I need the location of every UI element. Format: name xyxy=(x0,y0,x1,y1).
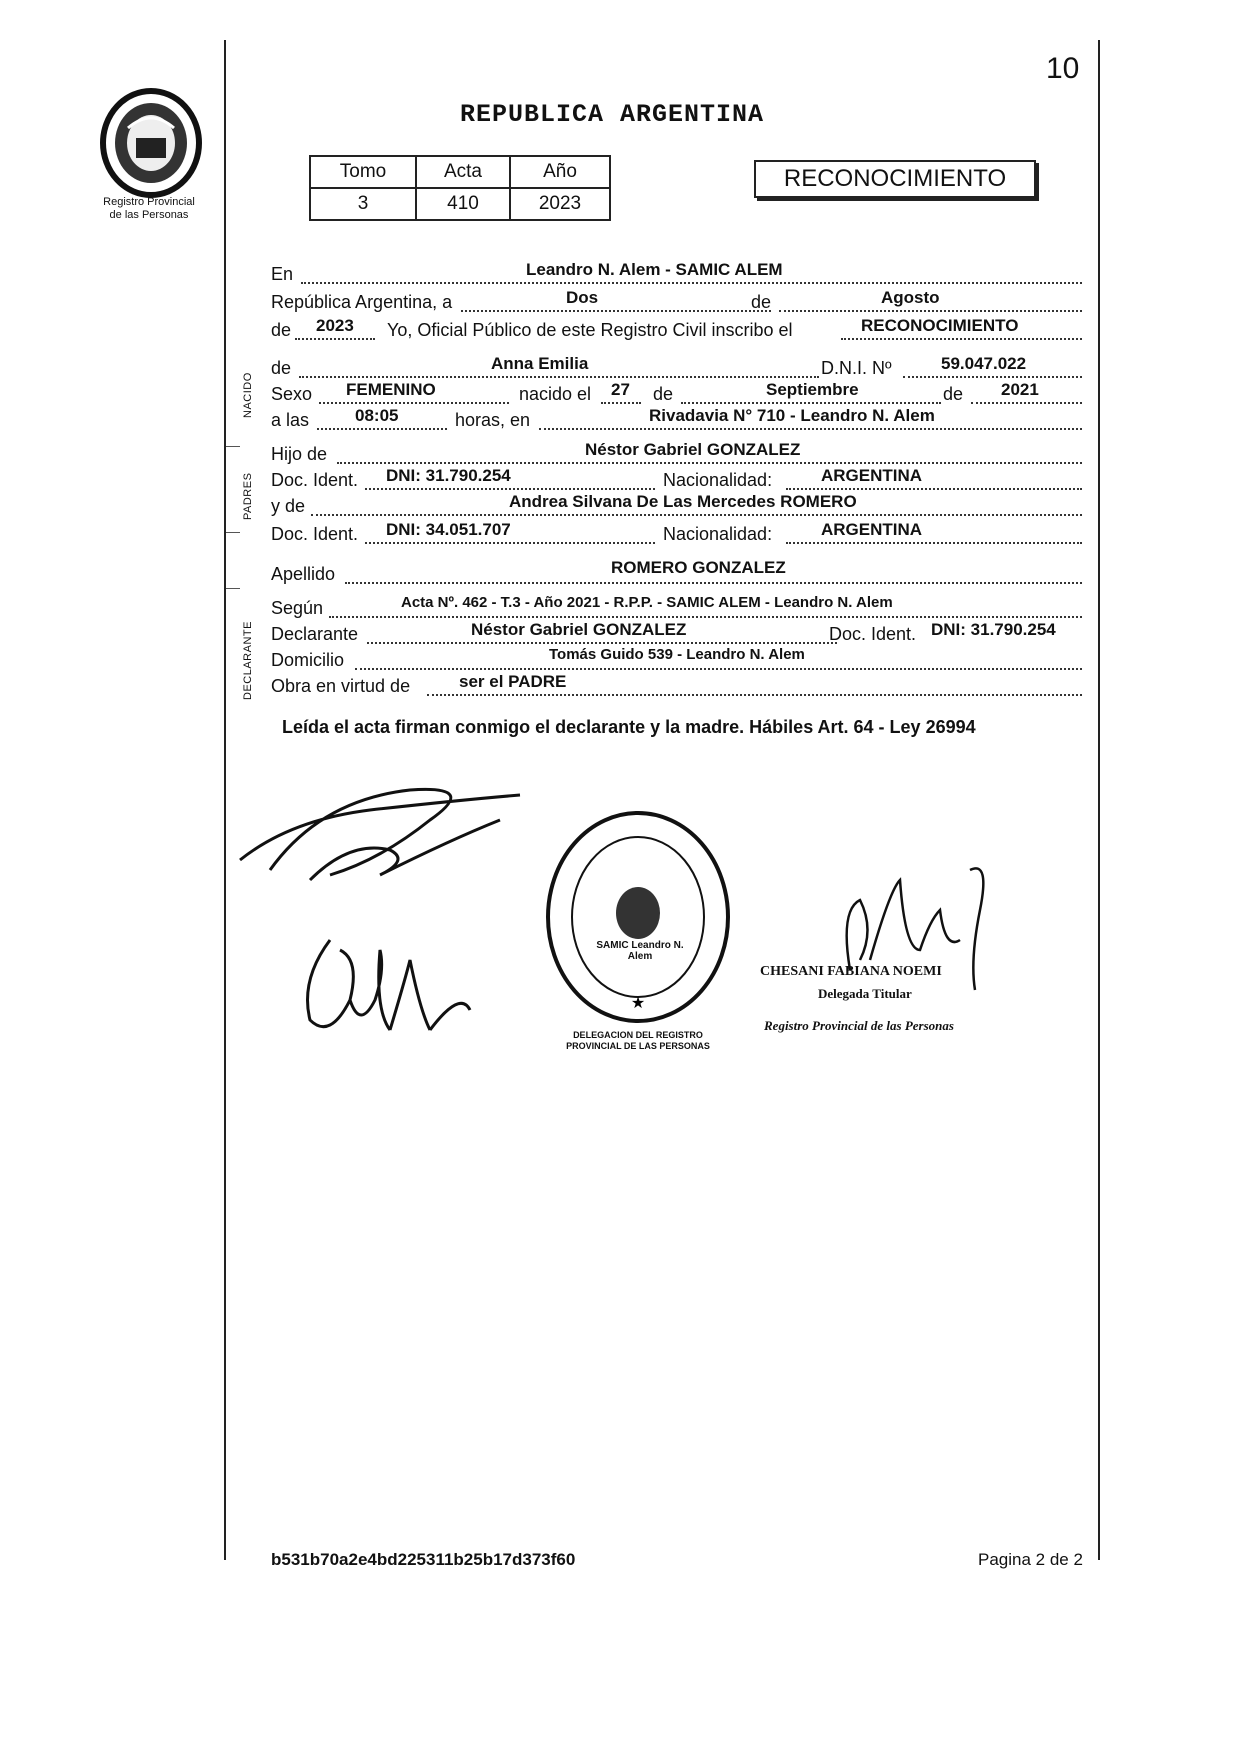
birth-year: 2021 xyxy=(1001,380,1039,399)
dni-value: 59.047.022 xyxy=(941,354,1027,373)
section-divider xyxy=(226,532,240,533)
apellido-value: ROMERO GONZALEZ xyxy=(611,558,786,577)
padre-nac: ARGENTINA xyxy=(821,466,923,485)
row-declarante xyxy=(271,620,1082,646)
month-value: Agosto xyxy=(881,288,940,307)
birth-day: 27 xyxy=(611,380,630,399)
logo-caption: Registro Provincial de las Personas xyxy=(103,196,195,221)
registry-logo xyxy=(98,88,204,198)
segun-label: Según xyxy=(271,598,324,618)
row-madre-doc xyxy=(271,520,1082,546)
row-sexo xyxy=(271,380,1082,406)
doc-ident-label: Doc. Ident. xyxy=(271,524,359,544)
signature-madre xyxy=(290,920,490,1050)
de-label: de xyxy=(751,292,772,312)
obra-value: ser el PADRE xyxy=(459,672,567,691)
birth-time: 08:05 xyxy=(355,406,399,425)
declarante-label: Declarante xyxy=(271,624,359,644)
declarante-doc: DNI: 31.790.254 xyxy=(931,620,1056,639)
acta-header: Acta xyxy=(416,156,510,188)
tomo-value: 3 xyxy=(310,188,416,220)
nombre-value: Anna Emilia xyxy=(491,354,589,373)
inscribe-value: RECONOCIMIENTO xyxy=(861,316,1019,335)
right-margin-line xyxy=(1098,40,1100,1560)
sexo-value: FEMENINO xyxy=(346,380,436,399)
segun-value: Acta Nº. 462 - T.3 - Año 2021 - R.P.P. - SAMIC ALEM - Leandro N. Alem xyxy=(401,594,893,611)
official-role: Delegada Titular xyxy=(818,986,912,1001)
horas-label: horas, en xyxy=(455,410,531,430)
en-label: En xyxy=(271,264,294,284)
de-nombre-label: de xyxy=(271,358,292,378)
acta-table xyxy=(309,155,611,221)
year-prefix: de xyxy=(271,320,292,340)
document-type-box: RECONOCIMIENTO xyxy=(754,160,1036,198)
row-padre-doc xyxy=(271,466,1082,492)
oficial-text: Yo, Oficial Público de este Registro Civil inscribo el xyxy=(387,320,793,340)
closing-note: Leída el acta firman conmigo el declarante y la madre. Hábiles Art. 64 - Ley 26994 xyxy=(282,717,976,737)
seal-ring-text: DELEGACION DEL REGISTRO PROVINCIAL DE LAS PERSONAS xyxy=(566,1030,710,1051)
madre-value: Andrea Silvana De Las Mercedes ROMERO xyxy=(509,492,857,511)
document-title: REPUBLICA ARGENTINA xyxy=(460,100,765,129)
de-mes-label: de xyxy=(653,384,674,404)
document-hash: b531b70a2e4bd225311b25b17d373f60 xyxy=(271,1550,576,1569)
svg-text:★: ★ xyxy=(630,993,646,1012)
alas-label: a las xyxy=(271,410,310,430)
doc-ident-label: Doc. Ident. xyxy=(271,470,359,490)
year-value: 2023 xyxy=(316,316,354,335)
declarante-value: Néstor Gabriel GONZALEZ xyxy=(471,620,687,639)
row-en xyxy=(271,260,1082,286)
birth-month: Septiembre xyxy=(766,380,859,399)
madre-doc: DNI: 34.051.707 xyxy=(386,520,511,539)
signature-declarante xyxy=(230,780,530,890)
de-anio-label: de xyxy=(943,384,964,404)
declarante-doc-label: Doc. Ident. xyxy=(829,624,917,644)
row-apellido xyxy=(271,558,1082,584)
padre-value: Néstor Gabriel GONZALEZ xyxy=(585,440,801,459)
domicilio-label: Domicilio xyxy=(271,650,345,670)
apellido-label: Apellido xyxy=(271,564,336,584)
anio-value: 2023 xyxy=(510,188,610,220)
nacido-label: nacido el xyxy=(519,384,592,404)
obra-label: Obra en virtud de xyxy=(271,676,411,696)
section-divider xyxy=(226,446,240,447)
nacionalidad-label: Nacionalidad: xyxy=(663,470,773,490)
section-label-padres: PADRES xyxy=(242,472,254,520)
row-inscribe xyxy=(271,316,1082,342)
official-seal xyxy=(542,808,734,1026)
row-obra xyxy=(271,672,1082,698)
hijo-label: Hijo de xyxy=(271,444,328,464)
row-domicilio xyxy=(271,646,1082,672)
republica-label: República Argentina, a xyxy=(271,292,453,312)
padre-doc: DNI: 31.790.254 xyxy=(386,466,511,485)
row-fecha xyxy=(271,288,1082,314)
left-margin-line xyxy=(224,40,226,1560)
en-value: Leandro N. Alem - SAMIC ALEM xyxy=(526,260,783,279)
madre-nac: ARGENTINA xyxy=(821,520,923,539)
dni-label: D.N.I. Nº xyxy=(821,358,892,378)
tomo-header: Tomo xyxy=(310,156,416,188)
birth-place: Rivadavia N° 710 - Leandro N. Alem xyxy=(649,406,935,425)
section-divider xyxy=(226,588,240,589)
row-nombre xyxy=(271,354,1082,380)
page-number: 10 xyxy=(1046,52,1080,85)
section-label-nacido: NACIDO xyxy=(242,372,254,418)
acta-value: 410 xyxy=(416,188,510,220)
seal-inner-text: SAMIC Leandro N. Alem xyxy=(596,940,684,962)
anio-header: Año xyxy=(510,156,610,188)
domicilio-value: Tomás Guido 539 - Leandro N. Alem xyxy=(549,646,805,663)
row-padre xyxy=(271,440,1082,466)
row-segun xyxy=(271,594,1082,620)
day-value: Dos xyxy=(566,288,599,307)
row-madre xyxy=(271,492,1082,518)
nacionalidad-label: Nacionalidad: xyxy=(663,524,773,544)
official-name: CHESANI FABIANA NOEMI xyxy=(760,964,942,979)
row-hora xyxy=(271,406,1082,432)
section-label-declarante: DECLARANTE xyxy=(242,621,254,700)
yde-label: y de xyxy=(271,496,306,516)
sexo-label: Sexo xyxy=(271,384,313,404)
official-org: Registro Provincial de las Personas xyxy=(764,1018,954,1033)
page-indicator: Pagina 2 de 2 xyxy=(978,1550,1083,1569)
